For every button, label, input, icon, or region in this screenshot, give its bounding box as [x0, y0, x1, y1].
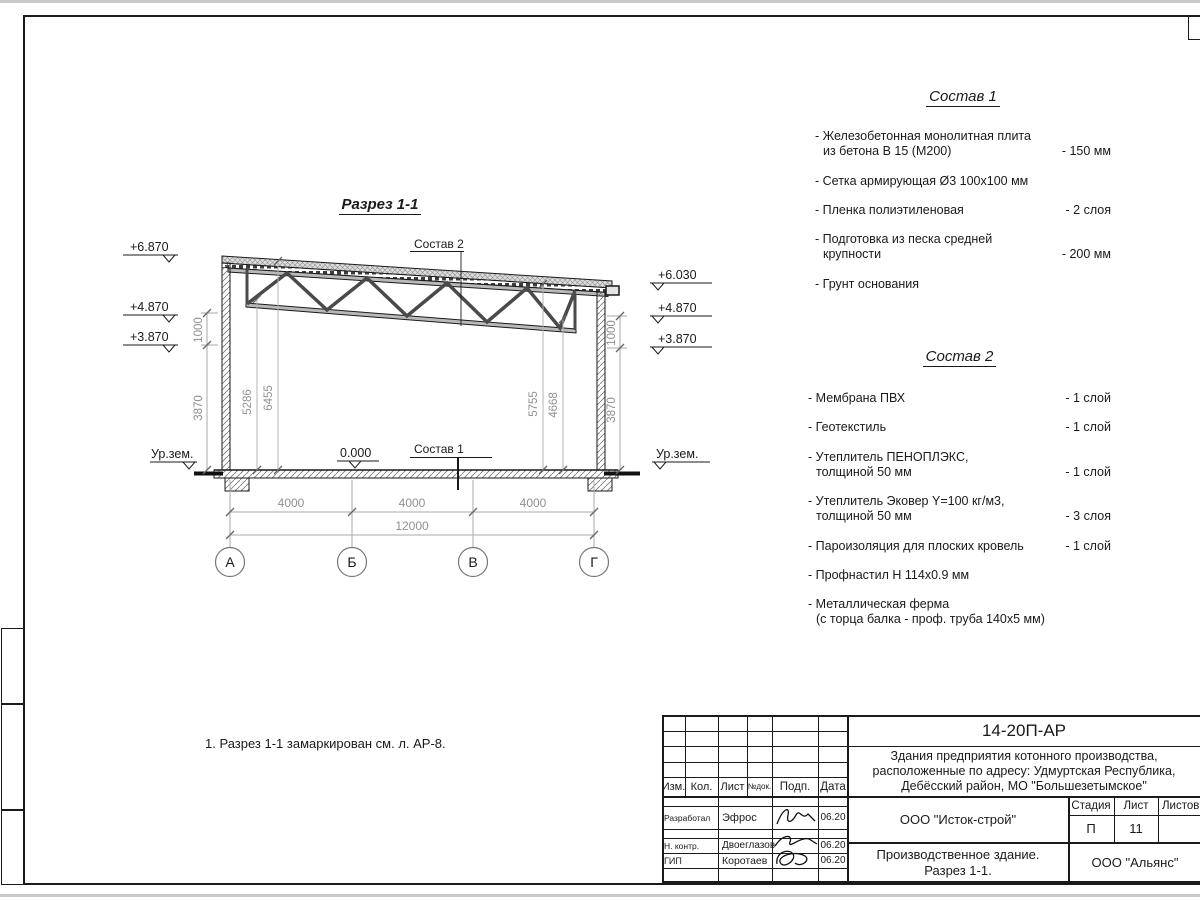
elev-left-6870: +6.870: [130, 240, 169, 254]
paper-edge-bottom: [0, 894, 1200, 897]
row-date-ncontrol: 06.20: [820, 840, 846, 851]
end-beam: [606, 286, 619, 295]
sheet-value: 11: [1129, 821, 1143, 836]
elev-right-3870: +3.870: [658, 332, 697, 346]
walls: [222, 263, 619, 470]
elev-left-4870: +4.870: [130, 300, 169, 314]
document-code: 14-20П-АР: [981, 720, 1067, 740]
sostav2-ref-label: Состав 2: [414, 237, 464, 251]
ground-label-right: Ур.зем.: [656, 447, 699, 461]
col-izm: Изм.: [662, 780, 686, 793]
sostav2-list: [808, 391, 1111, 628]
sostav2-title: Состав 2: [808, 348, 1111, 365]
sostav1-leader: [410, 442, 492, 490]
left-dim-chain: [193, 309, 218, 474]
dim-span-1: 4000: [277, 496, 305, 510]
list-item: - Утеплитель ПЕНОПЛЭКС, толщиной 50 мм - 1 слой: [808, 449, 1111, 479]
dim-right-3870: 3870: [606, 397, 618, 423]
dim-right-1000: 1000: [606, 320, 618, 346]
floor-and-ground: [194, 470, 640, 491]
dim-5755: 5755: [528, 391, 540, 417]
axis-g: Г: [590, 554, 598, 570]
org-name: ООО "Исток-строй": [899, 811, 1017, 827]
elev-right-6030: +6.030: [658, 268, 697, 282]
project-description: Здания предприятия котонного производства, расположенные по адресу: Удмуртская Республика, Дебёсский район, МО "Большезетымское": [872, 748, 1176, 793]
row-role-gip: ГИП: [664, 855, 682, 866]
sostav2-block: [808, 348, 1111, 628]
sostav1-block: [815, 88, 1111, 292]
axis-bubbles: [216, 548, 609, 577]
paper-edge-top: [0, 0, 1200, 3]
signature-ncontrol-gip: [771, 832, 823, 872]
elevation-marks-right: [650, 268, 712, 469]
sostav1-title: Состав 1: [815, 88, 1111, 105]
stage-value: П: [1086, 821, 1096, 836]
col-kol: Кол.: [690, 780, 713, 793]
col-list: Лист: [720, 780, 745, 793]
axis-b: Б: [347, 554, 357, 570]
footing-left: [225, 478, 249, 491]
zero-label: 0.000: [340, 446, 372, 460]
margin-box-2: [1, 703, 25, 811]
col-ndok: №док.: [747, 782, 772, 791]
list-item: - Железобетонная монолитная плита из бетона В 15 (М200) - 150 мм: [815, 129, 1111, 159]
list-item: - Металлическая ферма (с торца балка - проф. труба 140х5 мм): [808, 597, 1045, 627]
bottom-dims: [226, 480, 598, 547]
section-title: Разрез 1-1: [341, 196, 419, 213]
elev-right-4870: +4.870: [658, 301, 697, 315]
sheets-label: Листов: [1162, 799, 1200, 812]
row-name-gip: Коротаев: [722, 854, 768, 867]
row-role-developer: Разработал: [664, 812, 711, 823]
elevation-marks-left: [123, 240, 197, 469]
inner-dim-labels: [242, 385, 560, 418]
list-item: - Пленка полиэтиленовая - 2 слоя: [815, 202, 1111, 217]
row-date-developer: 06.20: [820, 812, 846, 823]
sheet-note: 1. Разрез 1-1 замаркирован см. л. АР-8.: [205, 736, 446, 751]
margin-box-1: [1, 628, 25, 705]
dim-span-3: 4000: [519, 496, 547, 510]
right-dim-chain: [606, 312, 627, 474]
list-item: - Мембрана ПВХ - 1 слой: [808, 391, 1111, 405]
elev-left-3870: +3.870: [130, 330, 169, 344]
row-role-ncontrol: Н. контр.: [664, 840, 700, 851]
sheets-value: [1158, 815, 1200, 842]
list-item: - Утеплитель Эковер Y=100 кг/м3, толщиной 50 мм - 3 слоя: [808, 494, 1111, 524]
footing-right: [588, 478, 612, 491]
list-item: - Грунт основания: [815, 276, 920, 291]
dim-left-3870: 3870: [193, 395, 205, 421]
dim-6455: 6455: [263, 385, 275, 411]
dim-4668: 4668: [548, 392, 560, 418]
object-name: Производственное здание. Разрез 1-1.: [876, 846, 1040, 878]
row-name-developer: Эфрос: [722, 811, 757, 824]
inner-dim-lines: [257, 261, 563, 470]
ground-label-left: Ур.зем.: [151, 447, 194, 461]
list-item: - Геотекстиль - 1 слой: [808, 420, 1111, 435]
list-item: - Подготовка из песка средней крупности - 200 мм: [815, 232, 1111, 262]
col-data: Дата: [820, 780, 846, 793]
dim-total: 12000: [395, 519, 429, 533]
corner-stamp-box: [1188, 15, 1200, 40]
dim-span-2: 4000: [398, 496, 426, 510]
contractor-name: ООО "Альянс": [1091, 855, 1179, 870]
stage-label: Стадия: [1071, 799, 1111, 812]
sostav1-ref-label: Состав 1: [414, 442, 464, 456]
title-block: [662, 715, 1200, 883]
zero-elevation-mark: [337, 446, 379, 468]
col-podp: Подп.: [779, 780, 811, 793]
axis-a: А: [225, 554, 235, 570]
row-name-ncontrol: Двоеглазов: [722, 840, 776, 851]
axis-v: В: [468, 554, 478, 570]
dim-left-1000: 1000: [193, 317, 205, 343]
section-drawing: [110, 190, 730, 600]
list-item: - Профнастил Н 114х0.9 мм: [808, 567, 970, 582]
row-date-gip: 06.20: [820, 855, 846, 866]
sostav1-list: [815, 129, 1111, 292]
list-item: - Сетка армирующая Ø3 100х100 мм: [815, 173, 1029, 188]
dim-5286: 5286: [242, 389, 254, 415]
sheet-label: Лист: [1123, 799, 1149, 812]
list-item: - Пароизоляция для плоских кровель - 1 слой: [808, 538, 1111, 553]
signature-developer: [774, 805, 818, 830]
margin-box-3: [1, 809, 25, 885]
